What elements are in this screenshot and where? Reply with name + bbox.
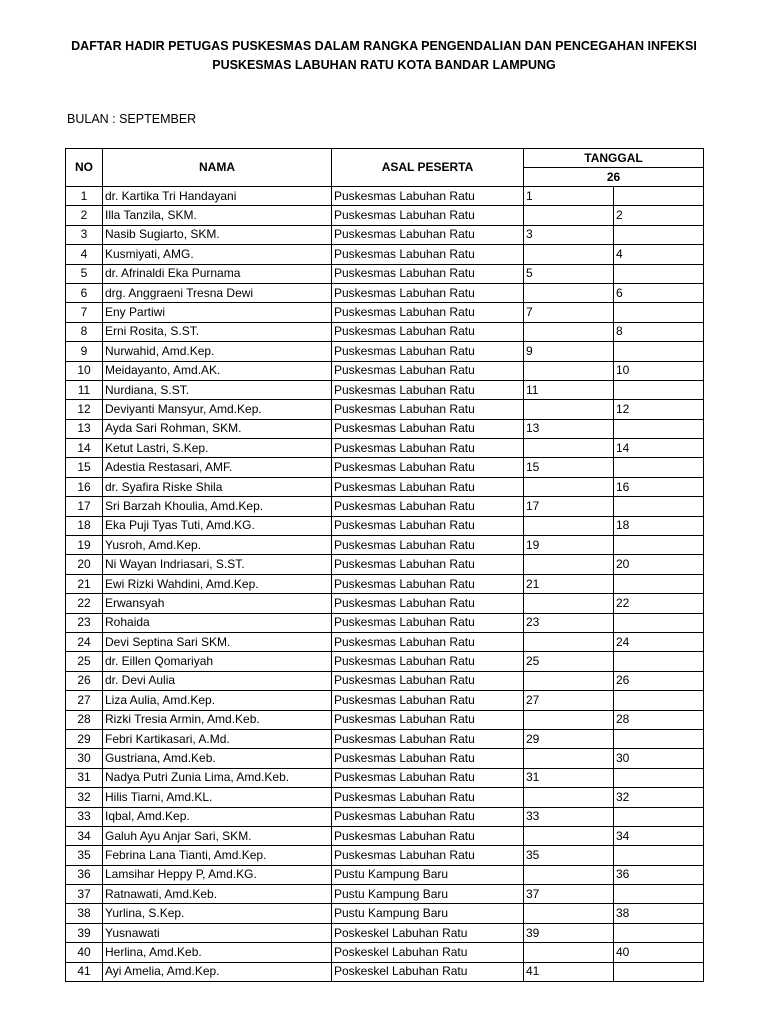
row-no: 11	[66, 380, 103, 399]
row-asal: Puskesmas Labuhan Ratu	[332, 225, 524, 244]
row-no: 19	[66, 536, 103, 555]
signature-right-empty	[614, 187, 704, 206]
row-nama: Febrina Lana Tianti, Amd.Kep.	[103, 846, 332, 865]
row-no: 26	[66, 671, 103, 690]
row-signature-right: 26	[614, 671, 704, 690]
header-no: NO	[66, 149, 103, 187]
table-row	[66, 943, 704, 962]
row-asal: Puskesmas Labuhan Ratu	[332, 788, 524, 807]
row-nama: Sri Barzah Khoulia, Amd.Kep.	[103, 497, 332, 516]
row-no: 6	[66, 283, 103, 302]
row-asal: Puskesmas Labuhan Ratu	[332, 516, 524, 535]
table-row	[66, 187, 704, 206]
row-asal: Puskesmas Labuhan Ratu	[332, 458, 524, 477]
row-asal: Puskesmas Labuhan Ratu	[332, 729, 524, 748]
row-nama: Erni Rosita, S.ST.	[103, 322, 332, 341]
row-no: 39	[66, 923, 103, 942]
signature-right-empty	[614, 536, 704, 555]
row-asal: Puskesmas Labuhan Ratu	[332, 536, 524, 555]
row-no: 32	[66, 788, 103, 807]
signature-left-empty	[524, 361, 614, 380]
row-nama: dr. Syafira Riske Shila	[103, 477, 332, 496]
row-nama: Kusmiyati, AMG.	[103, 245, 332, 264]
table-row	[66, 536, 704, 555]
row-no: 27	[66, 691, 103, 710]
row-asal: Puskesmas Labuhan Ratu	[332, 477, 524, 496]
row-nama: Ewi Rizki Wahdini, Amd.Kep.	[103, 574, 332, 593]
row-asal: Puskesmas Labuhan Ratu	[332, 400, 524, 419]
table-row	[66, 865, 704, 884]
table-row	[66, 400, 704, 419]
table-row	[66, 962, 704, 981]
table-row	[66, 283, 704, 302]
row-asal: Puskesmas Labuhan Ratu	[332, 322, 524, 341]
row-signature-right: 32	[614, 788, 704, 807]
row-signature-left: 29	[524, 729, 614, 748]
row-asal: Puskesmas Labuhan Ratu	[332, 594, 524, 613]
row-asal: Puskesmas Labuhan Ratu	[332, 380, 524, 399]
row-asal: Pustu Kampung Baru	[332, 885, 524, 904]
row-nama: Herlina, Amd.Keb.	[103, 943, 332, 962]
signature-right-empty	[614, 458, 704, 477]
row-signature-right: 6	[614, 283, 704, 302]
row-no: 16	[66, 477, 103, 496]
table-row	[66, 574, 704, 593]
row-asal: Puskesmas Labuhan Ratu	[332, 768, 524, 787]
row-signature-right: 38	[614, 904, 704, 923]
row-no: 2	[66, 206, 103, 225]
row-asal: Puskesmas Labuhan Ratu	[332, 206, 524, 225]
row-no: 17	[66, 497, 103, 516]
row-signature-right: 18	[614, 516, 704, 535]
row-no: 5	[66, 264, 103, 283]
signature-right-empty	[614, 768, 704, 787]
row-nama: dr. Eillen Qomariyah	[103, 652, 332, 671]
row-asal: Puskesmas Labuhan Ratu	[332, 361, 524, 380]
row-nama: Liza Aulia, Amd.Kep.	[103, 691, 332, 710]
row-asal: Puskesmas Labuhan Ratu	[332, 710, 524, 729]
attendance-rows	[66, 187, 704, 982]
row-no: 21	[66, 574, 103, 593]
row-nama: dr. Afrinaldi Eka Purnama	[103, 264, 332, 283]
row-signature-left: 19	[524, 536, 614, 555]
row-asal: Puskesmas Labuhan Ratu	[332, 283, 524, 302]
row-no: 25	[66, 652, 103, 671]
row-signature-left: 35	[524, 846, 614, 865]
row-signature-right: 30	[614, 749, 704, 768]
row-nama: Gustriana, Amd.Keb.	[103, 749, 332, 768]
row-no: 7	[66, 303, 103, 322]
row-signature-right: 36	[614, 865, 704, 884]
row-nama: dr. Kartika Tri Handayani	[103, 187, 332, 206]
row-no: 40	[66, 943, 103, 962]
row-asal: Puskesmas Labuhan Ratu	[332, 807, 524, 826]
row-signature-right: 4	[614, 245, 704, 264]
table-row	[66, 497, 704, 516]
table-row	[66, 788, 704, 807]
table-row	[66, 206, 704, 225]
row-asal: Puskesmas Labuhan Ratu	[332, 749, 524, 768]
header-tanggal: TANGGAL	[524, 149, 704, 168]
table-row	[66, 671, 704, 690]
table-row	[66, 322, 704, 341]
row-nama: Iqbal, Amd.Kep.	[103, 807, 332, 826]
row-signature-left: 15	[524, 458, 614, 477]
row-no: 20	[66, 555, 103, 574]
signature-right-empty	[614, 419, 704, 438]
row-asal: Puskesmas Labuhan Ratu	[332, 555, 524, 574]
row-nama: Adestia Restasari, AMF.	[103, 458, 332, 477]
signature-right-empty	[614, 264, 704, 283]
signature-right-empty	[614, 962, 704, 981]
row-asal: Puskesmas Labuhan Ratu	[332, 652, 524, 671]
table-row	[66, 749, 704, 768]
row-signature-left: 31	[524, 768, 614, 787]
table-row	[66, 225, 704, 244]
signature-left-empty	[524, 245, 614, 264]
table-row	[66, 419, 704, 438]
signature-left-empty	[524, 826, 614, 845]
row-signature-left: 39	[524, 923, 614, 942]
row-nama: Yurlina, S.Kep.	[103, 904, 332, 923]
month-label: BULAN : SEPTEMBER	[67, 112, 197, 126]
table-row	[66, 439, 704, 458]
table-row	[66, 342, 704, 361]
row-nama: Yusnawati	[103, 923, 332, 942]
header-nama: NAMA	[103, 149, 332, 187]
row-signature-right: 24	[614, 632, 704, 651]
row-no: 28	[66, 710, 103, 729]
row-no: 10	[66, 361, 103, 380]
row-nama: Ketut Lastri, S.Kep.	[103, 439, 332, 458]
row-signature-right: 2	[614, 206, 704, 225]
row-nama: Devi Septina Sari SKM.	[103, 632, 332, 651]
table-row	[66, 923, 704, 942]
row-asal: Puskesmas Labuhan Ratu	[332, 613, 524, 632]
table-row	[66, 245, 704, 264]
row-no: 4	[66, 245, 103, 264]
row-signature-left: 41	[524, 962, 614, 981]
row-nama: dr. Devi Aulia	[103, 671, 332, 690]
signature-left-empty	[524, 439, 614, 458]
row-signature-left: 25	[524, 652, 614, 671]
row-asal: Puskesmas Labuhan Ratu	[332, 826, 524, 845]
signature-right-empty	[614, 303, 704, 322]
signature-right-empty	[614, 613, 704, 632]
row-no: 41	[66, 962, 103, 981]
row-asal: Puskesmas Labuhan Ratu	[332, 264, 524, 283]
table-row	[66, 477, 704, 496]
signature-left-empty	[524, 632, 614, 651]
table-row	[66, 632, 704, 651]
signature-left-empty	[524, 322, 614, 341]
row-nama: Eny Partiwi	[103, 303, 332, 322]
row-signature-right: 34	[614, 826, 704, 845]
row-no: 9	[66, 342, 103, 361]
row-asal: Poskeskel Labuhan Ratu	[332, 962, 524, 981]
row-signature-right: 10	[614, 361, 704, 380]
table-row	[66, 380, 704, 399]
row-asal: Pustu Kampung Baru	[332, 865, 524, 884]
row-no: 15	[66, 458, 103, 477]
row-signature-right: 22	[614, 594, 704, 613]
table-row	[66, 846, 704, 865]
row-no: 31	[66, 768, 103, 787]
row-asal: Puskesmas Labuhan Ratu	[332, 846, 524, 865]
header-asal-peserta: ASAL PESERTA	[332, 149, 524, 187]
document-title-line1: DAFTAR HADIR PETUGAS PUSKESMAS DALAM RANGKA PENGENDALIAN DAN PENCEGAHAN INFEKSI	[71, 39, 697, 53]
signature-left-empty	[524, 865, 614, 884]
row-no: 36	[66, 865, 103, 884]
table-row	[66, 826, 704, 845]
row-signature-left: 3	[524, 225, 614, 244]
row-nama: Yusroh, Amd.Kep.	[103, 536, 332, 555]
row-nama: Deviyanti Mansyur, Amd.Kep.	[103, 400, 332, 419]
row-nama: Nadya Putri Zunia Lima, Amd.Keb.	[103, 768, 332, 787]
row-signature-right: 8	[614, 322, 704, 341]
row-asal: Puskesmas Labuhan Ratu	[332, 245, 524, 264]
signature-left-empty	[524, 671, 614, 690]
row-nama: Erwansyah	[103, 594, 332, 613]
row-signature-right: 40	[614, 943, 704, 962]
row-signature-left: 9	[524, 342, 614, 361]
row-nama: drg. Anggraeni Tresna Dewi	[103, 283, 332, 302]
table-row	[66, 652, 704, 671]
row-nama: Galuh Ayu Anjar Sari, SKM.	[103, 826, 332, 845]
row-signature-left: 11	[524, 380, 614, 399]
row-nama: Meidayanto, Amd.AK.	[103, 361, 332, 380]
signature-left-empty	[524, 555, 614, 574]
row-signature-left: 13	[524, 419, 614, 438]
row-no: 33	[66, 807, 103, 826]
row-signature-left: 7	[524, 303, 614, 322]
row-no: 34	[66, 826, 103, 845]
document-title-line2: PUSKESMAS LABUHAN RATU KOTA BANDAR LAMPUNG	[212, 58, 556, 72]
table-row	[66, 768, 704, 787]
signature-right-empty	[614, 225, 704, 244]
row-signature-right: 16	[614, 477, 704, 496]
row-asal: Poskeskel Labuhan Ratu	[332, 943, 524, 962]
row-no: 38	[66, 904, 103, 923]
table-row	[66, 264, 704, 283]
signature-right-empty	[614, 497, 704, 516]
row-no: 18	[66, 516, 103, 535]
row-signature-right: 20	[614, 555, 704, 574]
signature-left-empty	[524, 788, 614, 807]
table-row	[66, 729, 704, 748]
signature-right-empty	[614, 652, 704, 671]
table-row	[66, 710, 704, 729]
row-nama: Hilis Tiarni, Amd.KL.	[103, 788, 332, 807]
row-asal: Puskesmas Labuhan Ratu	[332, 632, 524, 651]
row-no: 14	[66, 439, 103, 458]
row-no: 29	[66, 729, 103, 748]
row-no: 22	[66, 594, 103, 613]
signature-right-empty	[614, 885, 704, 904]
table-row	[66, 613, 704, 632]
row-nama: Illa Tanzila, SKM.	[103, 206, 332, 225]
row-nama: Nasib Sugiarto, SKM.	[103, 225, 332, 244]
table-row	[66, 458, 704, 477]
row-nama: Eka Puji Tyas Tuti, Amd.KG.	[103, 516, 332, 535]
row-nama: Nurdiana, S.ST.	[103, 380, 332, 399]
row-nama: Rohaida	[103, 613, 332, 632]
row-asal: Puskesmas Labuhan Ratu	[332, 187, 524, 206]
signature-left-empty	[524, 477, 614, 496]
row-asal: Puskesmas Labuhan Ratu	[332, 419, 524, 438]
table-row	[66, 516, 704, 535]
row-signature-right: 12	[614, 400, 704, 419]
header-tanggal-day: 26	[524, 168, 704, 187]
row-no: 23	[66, 613, 103, 632]
row-nama: Ratnawati, Amd.Keb.	[103, 885, 332, 904]
row-asal: Puskesmas Labuhan Ratu	[332, 439, 524, 458]
signature-left-empty	[524, 206, 614, 225]
row-no: 3	[66, 225, 103, 244]
row-no: 8	[66, 322, 103, 341]
signature-right-empty	[614, 846, 704, 865]
row-signature-left: 33	[524, 807, 614, 826]
table-row	[66, 885, 704, 904]
row-signature-right: 28	[614, 710, 704, 729]
signature-left-empty	[524, 400, 614, 419]
table-row	[66, 361, 704, 380]
row-asal: Puskesmas Labuhan Ratu	[332, 671, 524, 690]
row-nama: Rizki Tresia Armin, Amd.Keb.	[103, 710, 332, 729]
row-asal: Puskesmas Labuhan Ratu	[332, 691, 524, 710]
row-no: 37	[66, 885, 103, 904]
row-signature-left: 21	[524, 574, 614, 593]
signature-right-empty	[614, 807, 704, 826]
row-signature-left: 27	[524, 691, 614, 710]
row-nama: Lamsihar Heppy P, Amd.KG.	[103, 865, 332, 884]
row-nama: Febri Kartikasari, A.Md.	[103, 729, 332, 748]
row-signature-left: 17	[524, 497, 614, 516]
table-row	[66, 807, 704, 826]
row-nama: Ayda Sari Rohman, SKM.	[103, 419, 332, 438]
signature-left-empty	[524, 283, 614, 302]
signature-left-empty	[524, 749, 614, 768]
row-no: 35	[66, 846, 103, 865]
signature-left-empty	[524, 904, 614, 923]
signature-left-empty	[524, 516, 614, 535]
row-nama: Ni Wayan Indriasari, S.ST.	[103, 555, 332, 574]
row-signature-left: 23	[524, 613, 614, 632]
row-asal: Poskeskel Labuhan Ratu	[332, 923, 524, 942]
row-signature-left: 37	[524, 885, 614, 904]
row-no: 1	[66, 187, 103, 206]
table-row	[66, 904, 704, 923]
row-signature-left: 5	[524, 264, 614, 283]
signature-right-empty	[614, 380, 704, 399]
signature-right-empty	[614, 691, 704, 710]
row-no: 24	[66, 632, 103, 651]
table-row	[66, 555, 704, 574]
attendance-table	[65, 148, 704, 982]
signature-left-empty	[524, 594, 614, 613]
row-signature-left: 1	[524, 187, 614, 206]
signature-right-empty	[614, 574, 704, 593]
signature-right-empty	[614, 923, 704, 942]
row-asal: Puskesmas Labuhan Ratu	[332, 342, 524, 361]
table-row	[66, 691, 704, 710]
row-asal: Puskesmas Labuhan Ratu	[332, 303, 524, 322]
table-row	[66, 594, 704, 613]
signature-left-empty	[524, 710, 614, 729]
row-signature-right: 14	[614, 439, 704, 458]
row-no: 30	[66, 749, 103, 768]
row-nama: Nurwahid, Amd.Kep.	[103, 342, 332, 361]
row-asal: Puskesmas Labuhan Ratu	[332, 497, 524, 516]
signature-left-empty	[524, 943, 614, 962]
row-no: 12	[66, 400, 103, 419]
row-asal: Puskesmas Labuhan Ratu	[332, 574, 524, 593]
row-asal: Pustu Kampung Baru	[332, 904, 524, 923]
signature-right-empty	[614, 729, 704, 748]
signature-right-empty	[614, 342, 704, 361]
table-row	[66, 303, 704, 322]
row-no: 13	[66, 419, 103, 438]
row-nama: Ayi Amelia, Amd.Kep.	[103, 962, 332, 981]
